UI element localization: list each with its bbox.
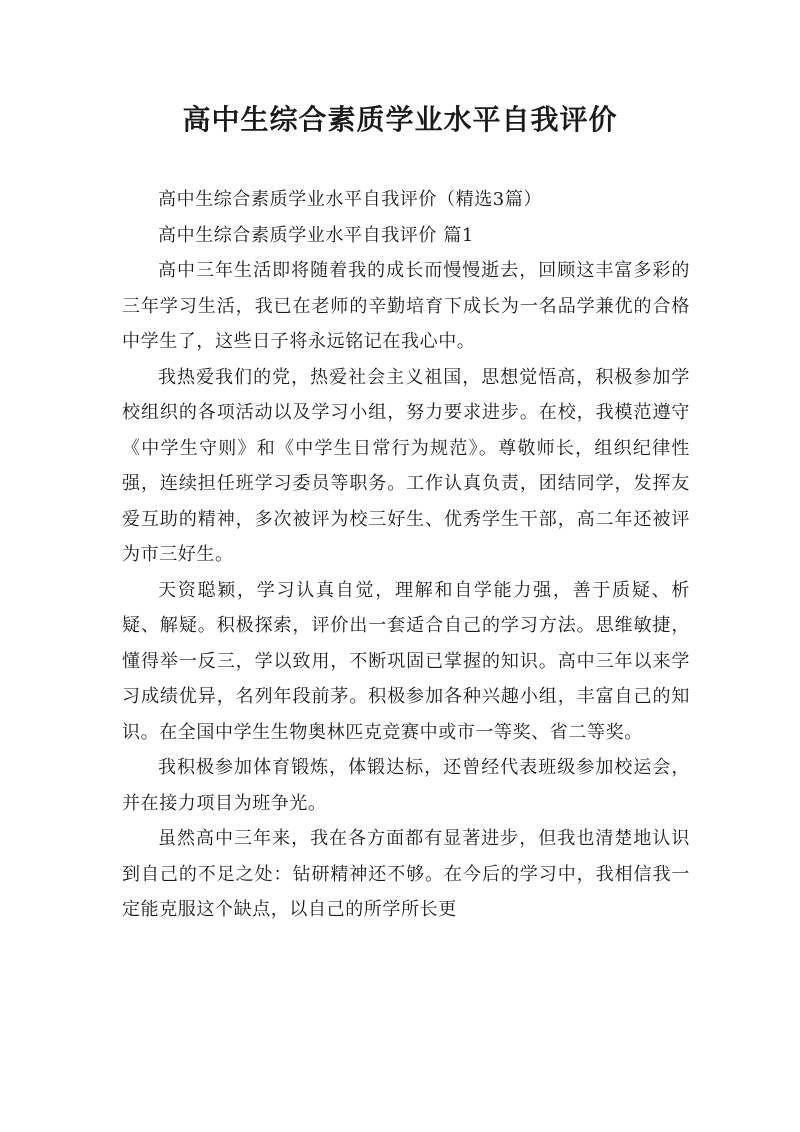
document-subtitle: 高中生综合素质学业水平自我评价（精选3篇） [158, 189, 543, 210]
section-heading: 高中生综合素质学业水平自我评价 篇1 [158, 224, 474, 246]
paragraph: 虽然高中三年来，我在各方面都有显著进步，但我也清楚地认识到自己的不足之处：钻研精神还不够。在今后的学习中，我相信我一定能克服这个缺点，以自己的所学所长更 [122, 828, 690, 920]
document-title: 高中生综合素质学业水平自我评价 [182, 103, 618, 136]
document-body [122, 182, 690, 928]
paragraph: 高中三年生活即将随着我的成长而慢慢逝去，回顾这丰富多彩的三年学习生活，我已在老师的辛勤培育下成长为一名品学兼优的合格中学生了，这些日子将永远铭记在我心中。 [122, 260, 690, 352]
paragraph: 我热爱我们的党，热爱社会主义祖国，思想觉悟高，积极参加学校组织的各项活动以及学习小组，努力要求进步。在校，我模范遵守《中学生守则》和《中学生日常行为规范》。尊敬师长，组织纪律性强，连续担任班学习委员等职务。工作认真负责，团结同学，发挥友爱互助的精神，多次被评为校三好生、优秀学生干部，高二年还被评为市三好生。 [122, 366, 690, 565]
paragraph: 天资聪颖，学习认真自觉，理解和自学能力强，善于质疑、析疑、解疑。积极探索，评价出一套适合自己的学习方法。思维敏捷，懂得举一反三，学以致用，不断巩固已掌握的知识。高中三年以来学习成绩优异，名列年段前茅。积极参加各种兴趣小组，丰富自己的知识。在全国中学生生物奥林匹克竞赛中或市一等奖、省二等奖。 [122, 579, 690, 743]
paragraph: 我积极参加体育锻炼，体锻达标，还曾经代表班级参加校运会，并在接力项目为班争光。 [122, 757, 690, 814]
